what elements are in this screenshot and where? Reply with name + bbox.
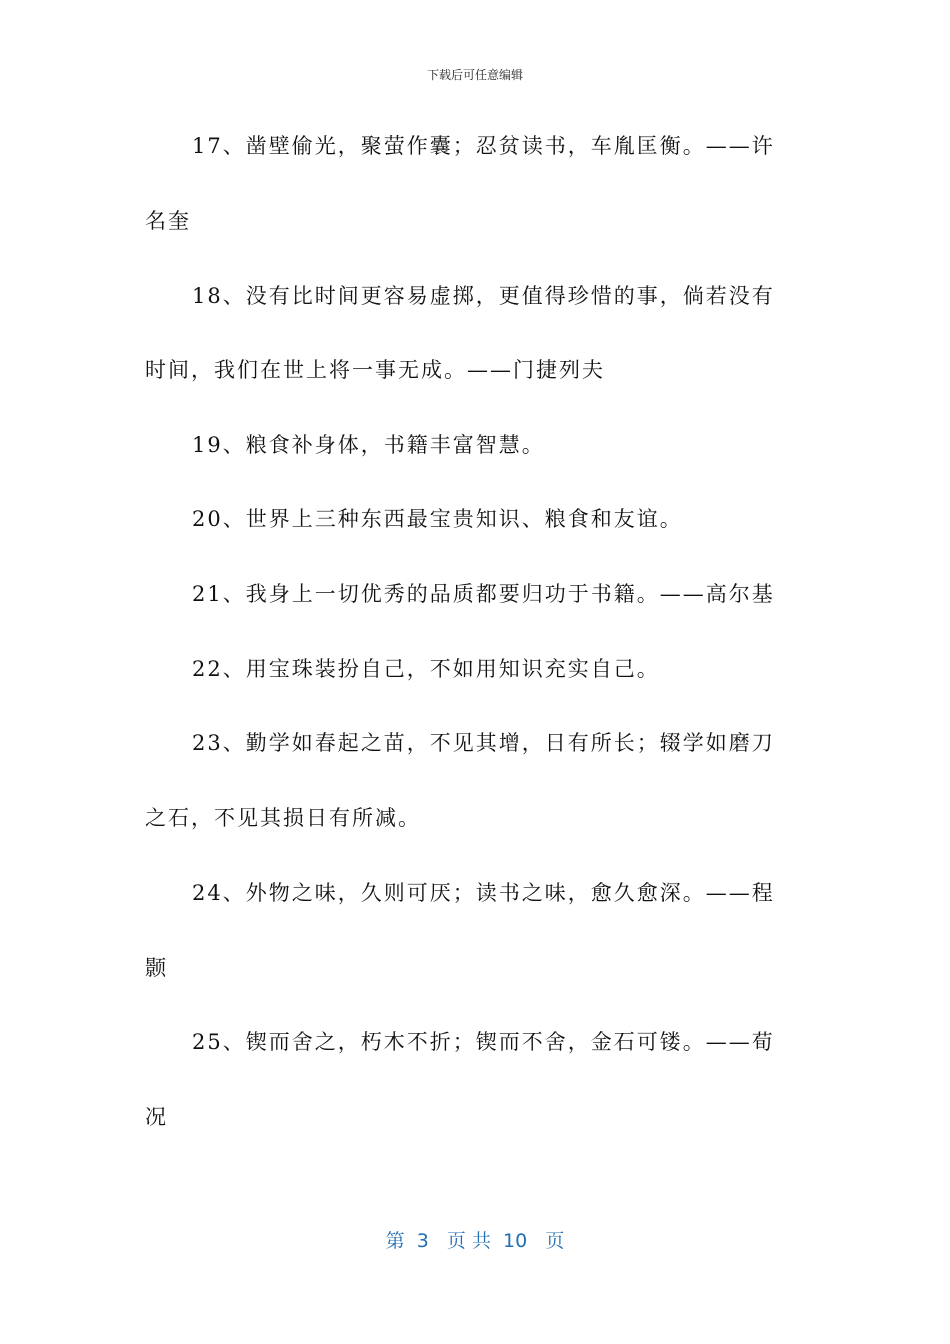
quote-line: 颢	[145, 956, 168, 980]
quote-line: 22、用宝珠装扮自己，不如用知识充实自己。	[192, 657, 660, 681]
quote-line: 名奎	[145, 209, 191, 233]
quote-line: 时间，我们在世上将一事无成。——门捷列夫	[145, 358, 605, 382]
quote-line: 17、凿壁偷光，聚萤作囊；忍贫读书，车胤匡衡。——许	[192, 134, 775, 158]
quote-line: 24、外物之味，久则可厌；读书之味，愈久愈深。——程	[192, 881, 775, 905]
quote-line: 23、勤学如春起之苗，不见其增，日有所长；辍学如磨刀	[192, 731, 775, 755]
quote-line: 21、我身上一切优秀的品质都要归功于书籍。——高尔基	[192, 582, 775, 606]
quote-line: 之石，不见其损日有所减。	[145, 806, 421, 830]
quote-line: 25、锲而舍之，朽木不折；锲而不舍，金石可镂。——荀	[192, 1030, 775, 1054]
quote-line: 20、世界上三种东西最宝贵知识、粮食和友谊。	[192, 507, 683, 531]
page-number-footer: 第 3 页 共 10 页	[385, 1230, 565, 1252]
page-header: 下载后可任意编辑	[426, 68, 523, 82]
quote-line: 18、没有比时间更容易虚掷，更值得珍惜的事，倘若没有	[192, 284, 775, 308]
quote-line: 况	[145, 1105, 168, 1129]
quote-line: 19、粮食补身体，书籍丰富智慧。	[192, 433, 545, 457]
